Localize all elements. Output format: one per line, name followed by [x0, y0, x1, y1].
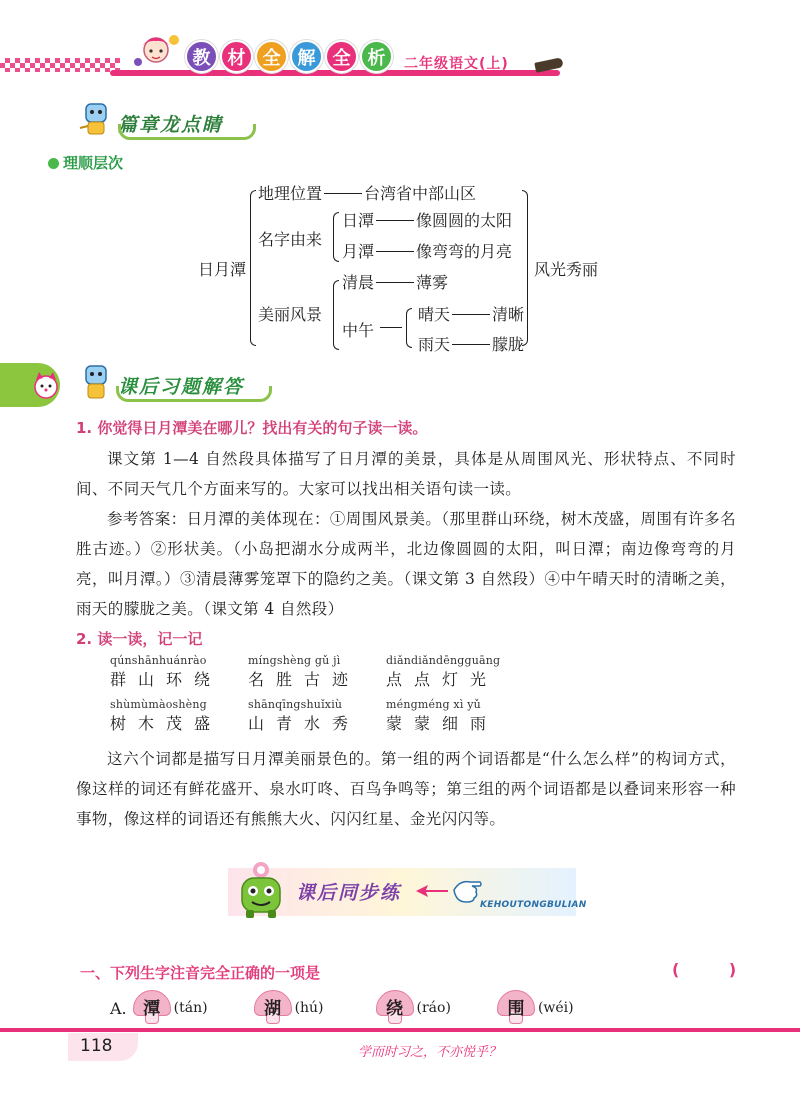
tree-name-row	[342, 239, 512, 262]
cat-mascot-icon	[30, 369, 62, 401]
mushroom-char	[254, 990, 292, 1026]
tree-dash	[378, 318, 404, 337]
word-pinyin: méngméng xì yǔ	[386, 698, 481, 711]
tree-name-key: 月潭	[342, 242, 375, 261]
header-title-char: 全	[255, 40, 288, 73]
header-title-char: 解	[290, 40, 323, 73]
option-row	[110, 990, 574, 1026]
word-hanzi: 点点灯光	[386, 670, 499, 689]
question-2: 2. 读一读，记一记	[76, 630, 203, 648]
option-char: 绕	[386, 998, 404, 1019]
section-title: 篇章龙点睛	[118, 113, 224, 136]
tree-morning-label: 清晨	[342, 273, 375, 292]
word-pinyin: míngshèng gǔ jì	[248, 654, 341, 667]
structure-diagram	[0, 0, 800, 360]
tree-noon-row	[418, 302, 524, 325]
tree-noon-value: 清晰	[492, 305, 525, 324]
word-pinyin: qúnshānhuánrào	[110, 654, 207, 667]
word-hanzi: 山青水秀	[248, 714, 361, 733]
option-char: 湖	[264, 998, 282, 1019]
option-pinyin: (tán)	[173, 1000, 208, 1016]
word-hanzi: 群山环绕	[110, 670, 223, 689]
question-1: 1. 你觉得日月潭美在哪儿？找出有关的句子读一读。	[76, 419, 428, 437]
tree-root: 日月潭	[198, 260, 247, 279]
header-title-char: 全	[325, 40, 358, 73]
answer-blank[interactable]: ( )	[672, 960, 759, 979]
mushroom-char	[376, 990, 414, 1026]
word-hanzi: 蒙蒙细雨	[386, 714, 499, 733]
word-pinyin: diǎndiǎndēngguāng	[386, 654, 501, 667]
tree-name-value: 像圆圆的太阳	[416, 211, 513, 230]
tree-dash	[324, 193, 362, 194]
header-title-char: 教	[185, 40, 218, 73]
option-char: 围	[507, 998, 525, 1019]
word-item	[386, 654, 500, 690]
word-pinyin: shùmùmàoshèng	[110, 698, 207, 711]
tree-brace	[406, 308, 412, 348]
practice-banner	[228, 860, 587, 920]
word-item	[110, 698, 222, 734]
mushroom-char	[133, 990, 171, 1026]
tree-morning-value: 薄雾	[416, 273, 449, 292]
option-pinyin: (ráo)	[416, 1000, 451, 1016]
word-item	[248, 654, 360, 690]
tree-location-row	[258, 181, 476, 204]
tree-noon-key: 晴天	[418, 305, 451, 324]
robot-mascot-icon	[78, 362, 114, 404]
word-item	[110, 654, 222, 690]
tree-dash	[376, 251, 414, 252]
tree-name-row	[342, 208, 512, 231]
tree-morning-row	[342, 270, 448, 293]
section-title: 课后习题解答	[118, 375, 245, 398]
tree-brace-right	[522, 190, 528, 346]
footer-rule	[0, 1028, 800, 1032]
tree-brace	[333, 212, 339, 262]
tree-noon-key: 雨天	[418, 335, 451, 354]
tree-brace	[250, 190, 256, 346]
header-title-char: 材	[220, 40, 253, 73]
option-char: 潭	[143, 998, 161, 1019]
mushroom-char	[497, 990, 535, 1026]
word-hanzi: 名胜古迹	[248, 670, 361, 689]
word-pinyin: shānqīngshuǐxiù	[248, 698, 343, 711]
tree-noon-value: 朦胧	[492, 335, 525, 354]
tree-name-label: 名字由来	[258, 230, 323, 249]
word-item	[386, 698, 498, 734]
tree-name-key: 日潭	[342, 211, 375, 230]
exercise-question: 一、下列生字注音完全正确的一项是	[80, 964, 321, 982]
tree-dash	[376, 220, 414, 221]
option-pinyin: (wéi)	[537, 1000, 574, 1016]
banner-pinyin: KEHOUTONGBULIAN	[480, 900, 587, 910]
header-subtitle: 二年级语文(上)	[404, 56, 509, 72]
tree-noon-label: 中午	[342, 321, 375, 340]
tree-location-label: 地理位置	[258, 184, 323, 203]
header-title-char: 析	[360, 40, 393, 73]
word-grid	[110, 654, 570, 744]
tree-location-value: 台湾省中部山区	[364, 184, 477, 203]
monster-mascot-icon	[232, 860, 290, 920]
tree-dash	[452, 344, 490, 345]
footer-motto: 学而时习之，不亦悦乎？	[358, 1045, 502, 1060]
tree-brace	[333, 280, 339, 350]
word-hanzi: 树木茂盛	[110, 714, 223, 733]
page-number: 118	[80, 1036, 113, 1056]
tree-noon-row	[418, 332, 524, 355]
heading-underline	[116, 386, 272, 402]
option-label: A.	[110, 998, 127, 1018]
option-pinyin: (hú)	[294, 1000, 324, 1016]
tree-name-value: 像弯弯的月亮	[416, 242, 513, 261]
word-item	[248, 698, 360, 734]
question-2-explanation: 这六个词都是描写日月潭美丽景色的。第一组的两个词语都是“什么怎么样”的构词方式，像这样的词还有鲜花盛开、泉水叮咚、百鸟争鸣等；第三组的两个词语都是以叠词来形容一种事物，像这样的词语还有熊熊大火、闪闪红星、金光闪闪等。	[76, 750, 736, 828]
tree-conclusion: 风光秀丽	[534, 260, 599, 279]
tree-beauty-label: 美丽风景	[258, 305, 323, 324]
tree-dash	[452, 314, 490, 315]
banner-title: 课后同步练	[296, 882, 402, 904]
question-1-para-1: 课文第 1—4 自然段具体描写了日月潭的美景，具体是从周围风光、形状特点、不同时间、不同天气几个方面来写的。大家可以找出相关语句读一读。	[76, 450, 736, 498]
tree-dash	[376, 282, 414, 283]
subheading-text: 理顺层次	[63, 154, 124, 172]
question-1-para-2: 参考答案：日月潭的美体现在：①周围风景美。（那里群山环绕，树木茂盛，周围有许多名胜古迹。）②形状美。（小岛把湖水分成两半，北边像圆圆的太阳，叫日潭；南边像弯弯的月亮，叫月潭。）③清晨薄雾笼罩下的隐约之美。（课文第 3 自然段）④中午晴天时的清晰之美，雨天的朦胧之美。（课文第 4 自然段）	[76, 510, 736, 618]
pointing-hand-icon	[450, 874, 484, 904]
arrow-icon	[414, 884, 450, 898]
